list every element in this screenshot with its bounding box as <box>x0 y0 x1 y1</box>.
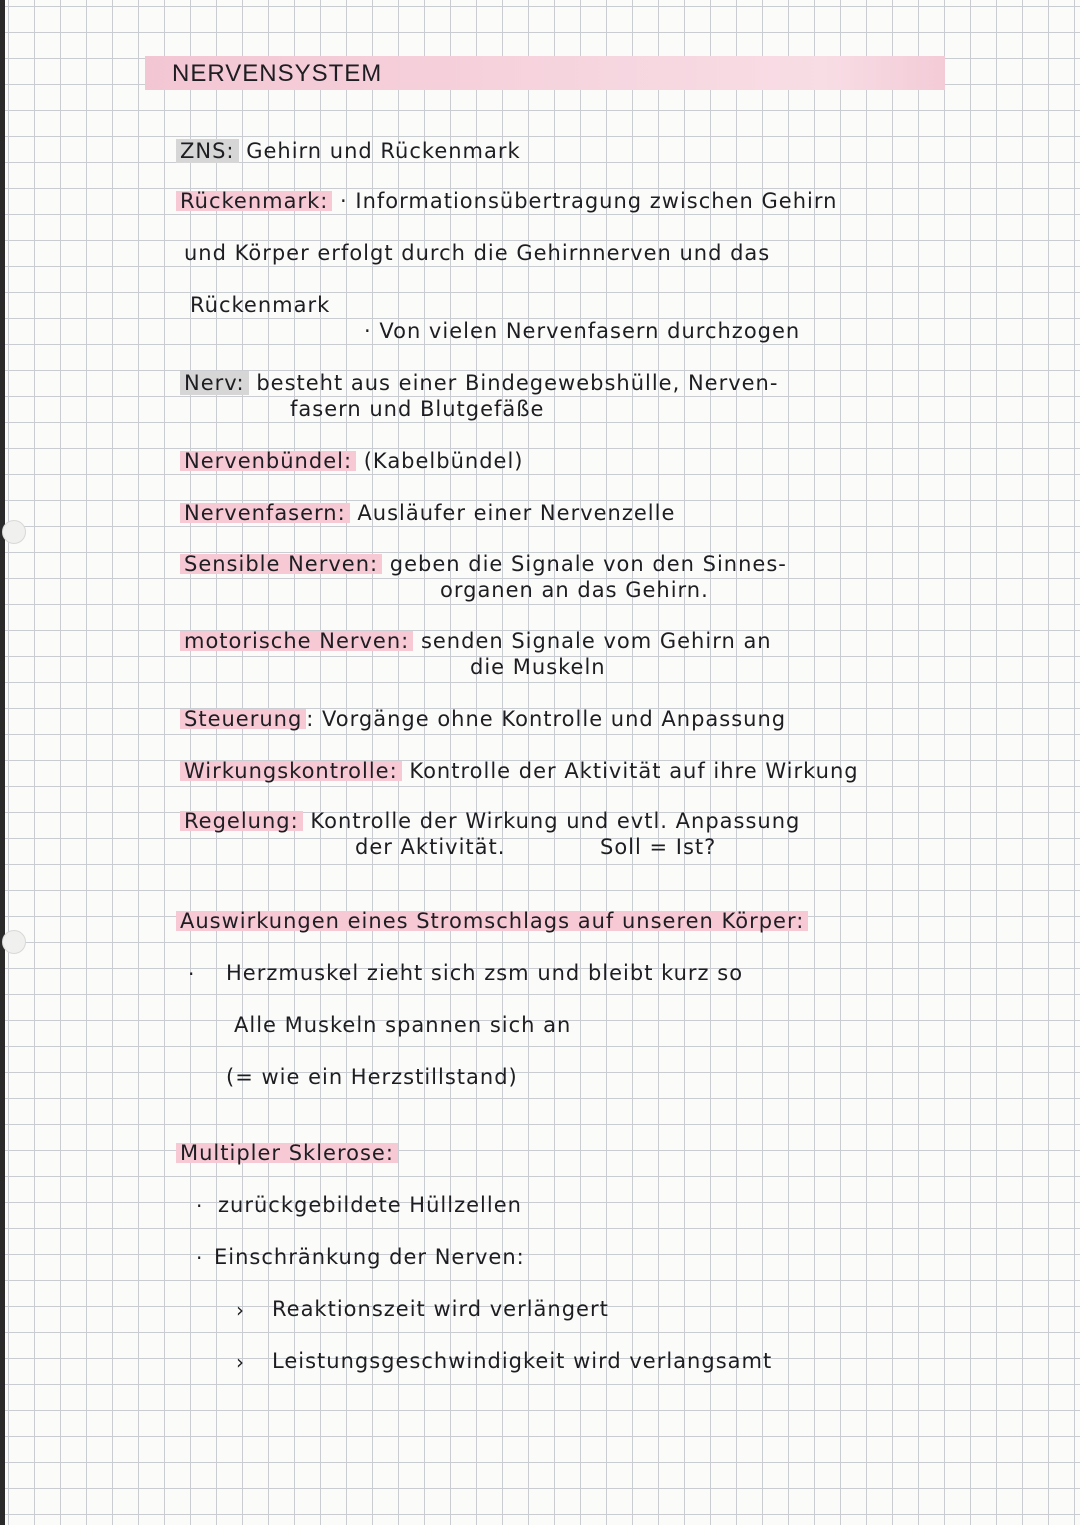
wirkungskontrolle-line <box>180 760 859 783</box>
stromschlag-heading: Auswirkungen eines Stromschlags auf unseren Körper: <box>176 909 808 933</box>
wirkungskontrolle-label: Wirkungskontrolle: <box>180 759 402 783</box>
nerv-text2: fasern und Blutgefäße <box>290 397 545 421</box>
motorische-text2: die Muskeln <box>470 655 606 679</box>
motorische-text1: senden Signale vom Gehirn an <box>420 629 772 653</box>
rueckenmark-bullet2-line <box>364 320 800 343</box>
nervenbuendel-label: Nervenbündel: <box>180 449 356 473</box>
sensible-text2: organen an das Gehirn. <box>440 578 709 602</box>
nerv-text1: besteht aus einer Bindegewebshülle, Nerven- <box>256 371 779 395</box>
rueckenmark-line1 <box>176 190 837 213</box>
rueckenmark-label: Rückenmark: <box>176 189 332 213</box>
zns-line <box>176 140 521 163</box>
bullet-dot-icon: · <box>340 189 356 213</box>
stromschlag-line1: Herzmuskel zieht sich zsm und bleibt kurz so <box>226 961 744 985</box>
rueckenmark-bullet2: Von vielen Nervenfasern durchzogen <box>379 319 801 343</box>
page-title: NERVENSYSTEM <box>172 60 383 87</box>
regelung-text2: der Aktivität. <box>355 835 506 859</box>
nervenfasern-text: Ausläufer einer Nervenzelle <box>357 501 676 525</box>
bullet-dot-icon: · <box>196 1194 203 1218</box>
motorische-label: motorische Nerven: <box>180 629 413 653</box>
regelung-label: Regelung: <box>180 809 303 833</box>
arrow-right-icon: › <box>236 1350 244 1374</box>
ms-arrow2: Leistungsgeschwindigkeit wird verlangsamt <box>272 1349 773 1373</box>
rueckenmark-bullet1-line1: Informationsübertragung zwischen Gehirn <box>355 189 838 213</box>
rueckenmark-bullet1-line2: und Körper erfolgt durch die Gehirnnerven und das <box>184 241 771 265</box>
ms-bullet2: Einschränkung der Nerven: <box>214 1245 525 1269</box>
wirkungskontrolle-text: Kontrolle der Aktivität auf ihre Wirkung <box>409 759 859 783</box>
regelung-soll-ist: Soll = Ist? <box>600 835 717 859</box>
regelung-line1 <box>180 810 800 833</box>
sensible-label: Sensible Nerven: <box>180 552 382 576</box>
nervenbuendel-line <box>180 450 524 473</box>
stromschlag-heading-line <box>176 910 808 933</box>
page-edge <box>0 0 5 1525</box>
bullet-dot-icon: · <box>188 962 195 986</box>
nervenfasern-label: Nervenfasern: <box>180 501 350 525</box>
rueckenmark-bullet1-line3: Rückenmark <box>190 293 331 317</box>
ms-heading-line <box>176 1142 398 1165</box>
steuerung-label: Steuerung <box>180 707 306 731</box>
stromschlag-line2: Alle Muskeln spannen sich an <box>234 1013 572 1037</box>
zns-label: ZNS: <box>176 139 239 163</box>
nerv-line1 <box>180 372 778 395</box>
punch-hole <box>2 520 26 544</box>
motorische-line1 <box>180 630 772 653</box>
zns-text: Gehirn und Rückenmark <box>246 139 521 163</box>
steuerung-text: : Vorgänge ohne Kontrolle und Anpassung <box>306 707 787 731</box>
arrow-right-icon: › <box>236 1298 244 1322</box>
stromschlag-line3: (= wie ein Herzstillstand) <box>226 1065 518 1089</box>
sensible-text1: geben die Signale von den Sinnes- <box>389 552 787 576</box>
ms-bullet1: zurückgebildete Hüllzellen <box>218 1193 522 1217</box>
regelung-text1: Kontrolle der Wirkung und evtl. Anpassung <box>310 809 801 833</box>
ms-arrow1: Reaktionszeit wird verlängert <box>272 1297 609 1321</box>
sensible-line1 <box>180 553 787 576</box>
bullet-dot-icon: · <box>196 1246 203 1270</box>
bullet-dot-icon: · <box>364 319 380 343</box>
steuerung-line <box>180 708 786 731</box>
nervenbuendel-text: (Kabelbündel) <box>363 449 524 473</box>
nerv-label: Nerv: <box>180 371 249 395</box>
punch-hole <box>2 930 26 954</box>
nervenfasern-line <box>180 502 675 525</box>
ms-heading: Multipler Sklerose: <box>176 1141 398 1165</box>
